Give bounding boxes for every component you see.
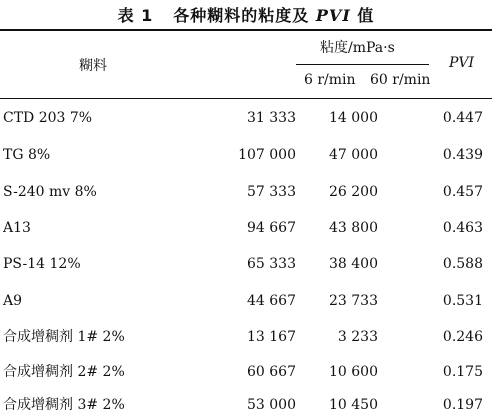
row-pvi: 0.439 xyxy=(442,147,483,163)
header-6rpm: 6 r/min xyxy=(304,72,356,88)
header-paste: 糊料 xyxy=(79,58,107,74)
top-rule xyxy=(0,29,492,31)
table-row xyxy=(0,108,492,138)
row-60rpm: 3 233 xyxy=(337,329,378,345)
row-60rpm: 38 400 xyxy=(329,256,378,272)
row-name: A9 xyxy=(3,293,23,309)
row-60rpm: 43 800 xyxy=(329,220,378,236)
table-row xyxy=(0,145,492,175)
row-60rpm: 23 733 xyxy=(329,293,378,309)
row-6rpm: 60 667 xyxy=(247,364,296,380)
table-row xyxy=(0,291,492,321)
row-6rpm: 94 667 xyxy=(247,220,296,236)
caption-tail: 值 xyxy=(357,6,375,25)
caption-number: 表 1 xyxy=(117,6,154,25)
row-name: A13 xyxy=(3,220,31,236)
row-60rpm: 10 600 xyxy=(329,364,378,380)
row-pvi: 0.531 xyxy=(442,293,483,309)
table-row xyxy=(0,218,492,248)
table-row xyxy=(0,254,492,284)
row-name: 合成增稠剂 1# 2% xyxy=(3,329,125,345)
row-60rpm: 14 000 xyxy=(329,110,378,126)
row-pvi: 0.246 xyxy=(442,329,483,345)
row-pvi: 0.197 xyxy=(442,397,483,413)
row-6rpm: 107 000 xyxy=(238,147,296,163)
row-pvi: 0.175 xyxy=(442,364,483,380)
row-name: S-240 mv 8% xyxy=(3,184,97,200)
row-6rpm: 57 333 xyxy=(247,184,296,200)
row-pvi: 0.463 xyxy=(442,220,483,236)
row-name: 合成增稠剂 2# 2% xyxy=(3,364,125,380)
row-name: PS-14 12% xyxy=(3,256,81,272)
row-6rpm: 31 333 xyxy=(247,110,296,126)
header-sub-rule xyxy=(296,64,429,65)
row-6rpm: 65 333 xyxy=(247,256,296,272)
row-pvi: 0.588 xyxy=(442,256,483,272)
row-name: CTD 203 7% xyxy=(3,110,93,126)
table-row xyxy=(0,362,492,392)
table-caption xyxy=(0,3,492,26)
row-6rpm: 13 167 xyxy=(247,329,296,345)
row-name: TG 8% xyxy=(3,147,51,163)
row-6rpm: 44 667 xyxy=(247,293,296,309)
header-pvi: PVI xyxy=(449,55,475,71)
header-rule xyxy=(0,98,492,99)
row-60rpm: 10 450 xyxy=(329,397,378,413)
row-pvi: 0.457 xyxy=(442,184,483,200)
row-6rpm: 53 000 xyxy=(247,397,296,413)
row-name: 合成增稠剂 3# 2% xyxy=(3,397,125,413)
row-pvi: 0.447 xyxy=(442,110,483,126)
table-row xyxy=(0,327,492,357)
header-60rpm: 60 r/min xyxy=(370,72,431,88)
table-row xyxy=(0,395,492,415)
caption-text: 各种糊料的粘度及 xyxy=(173,6,310,25)
table-row xyxy=(0,182,492,212)
header-viscosity: 粘度/mPa·s xyxy=(320,40,395,56)
caption-pvi: PVI xyxy=(315,6,351,25)
row-60rpm: 47 000 xyxy=(329,147,378,163)
row-60rpm: 26 200 xyxy=(329,184,378,200)
